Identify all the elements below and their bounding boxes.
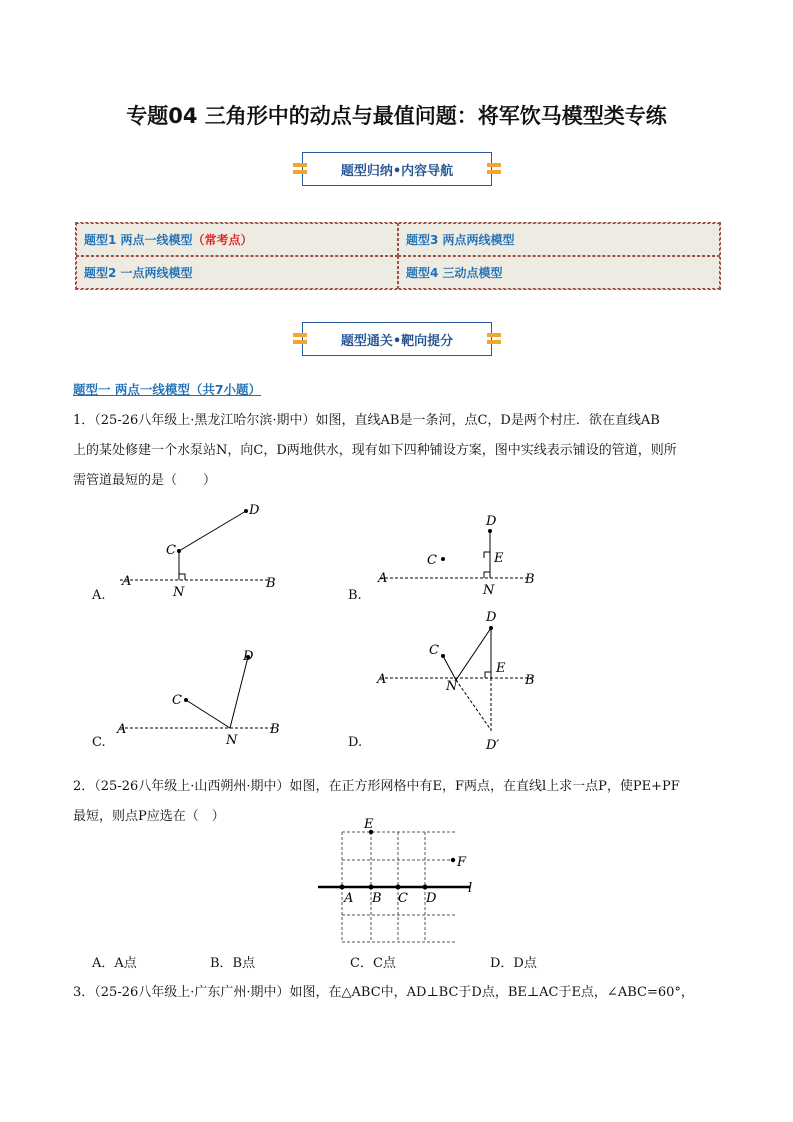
svg-text:C: C (166, 543, 176, 558)
svg-text:N: N (446, 679, 458, 694)
svg-text:A: A (122, 574, 132, 589)
q1-text: 需管道最短的是（ ） (73, 473, 217, 488)
nav-banner (302, 152, 492, 186)
figure-labels (116, 503, 535, 753)
svg-text:N: N (226, 733, 238, 748)
svg-text:D′: D′ (486, 738, 500, 753)
svg-text:N: N (483, 583, 495, 598)
svg-text:l: l (468, 881, 473, 896)
question-1 (73, 406, 723, 496)
svg-text:D: D (426, 891, 437, 906)
q1-text: 1．（25-26八年级上·黑龙江哈尔滨·期中）如图，直线AB是一条河，点C，D是两个村庄．欲在直线AB (73, 413, 660, 428)
svg-text:A: A (117, 722, 127, 737)
q1-figures (0, 490, 793, 760)
nav-item-1[interactable]: 题型1 两点一线模型 （常考点） (76, 223, 398, 256)
question-3 (73, 978, 723, 1008)
decoration-icon (293, 163, 307, 175)
option-c[interactable]: C．C点 (350, 956, 396, 971)
decoration-icon (487, 163, 501, 175)
svg-text:E: E (496, 661, 506, 676)
option-b[interactable]: B．B点 (210, 956, 256, 971)
svg-text:F: F (457, 855, 467, 870)
option-d[interactable]: D．D点 (490, 956, 537, 971)
svg-text:E: E (494, 551, 504, 566)
q2-text: 最短，则点P应选在（ ） (73, 809, 225, 824)
option-a[interactable]: A. (92, 588, 106, 603)
svg-text:B: B (525, 572, 535, 587)
svg-text:D: D (243, 649, 254, 664)
svg-text:D: D (249, 503, 260, 518)
svg-text:D: D (486, 514, 497, 529)
svg-text:D: D (486, 610, 497, 625)
nav-item-2[interactable]: 题型2 一点两线模型 (76, 256, 398, 289)
svg-text:C: C (398, 891, 408, 906)
svg-text:A: A (378, 571, 388, 586)
q2-grid-figure (300, 810, 490, 950)
page-title: 专题04 三角形中的动点与最值问题：将军饮马模型类专练 (126, 104, 667, 128)
svg-text:C: C (172, 693, 182, 708)
nav-item-4[interactable]: 题型4 三动点模型 (398, 256, 720, 289)
svg-text:A: A (344, 891, 354, 906)
topic-navigation-table (75, 222, 721, 290)
svg-text:B: B (270, 722, 280, 737)
svg-text:E: E (364, 817, 374, 832)
option-d[interactable]: D. (348, 735, 363, 750)
svg-text:N: N (173, 585, 185, 600)
q3-text: 3．（25-26八年级上·广东广州·期中）如图，在△ABC中，AD⊥BC于D点，BE⊥AC于E点，∠ABC=60°， (73, 985, 694, 1000)
nav-item-3[interactable]: 题型3 两点两线模型 (398, 223, 720, 256)
decoration-icon (487, 333, 501, 345)
option-a[interactable]: A．A点 (92, 956, 137, 971)
section-heading[interactable]: 题型一 两点一线模型（共7小题） (73, 382, 262, 397)
svg-text:C: C (427, 553, 437, 568)
banner-label: 题型通关•靶向提分 (340, 333, 454, 349)
q1-text: 上的某处修建一个水泵站N，向C，D两地供水，现有如下四种铺设方案，图中实线表示铺设的管道，则所 (73, 443, 677, 458)
banner-label: 题型归纳•内容导航 (340, 163, 454, 179)
option-b[interactable]: B. (348, 588, 362, 603)
practice-banner (302, 322, 492, 356)
svg-text:B: B (525, 673, 535, 688)
q2-text: 2．（25-26八年级上·山西朔州·期中）如图，在正方形网格中有E，F两点，在直线l上求一点P，使PE+PF (73, 779, 680, 794)
option-c[interactable]: C. (92, 735, 106, 750)
svg-text:B: B (372, 891, 382, 906)
svg-text:B: B (266, 576, 276, 591)
decoration-icon (293, 333, 307, 345)
svg-text:C: C (429, 643, 439, 658)
svg-text:A: A (377, 672, 387, 687)
